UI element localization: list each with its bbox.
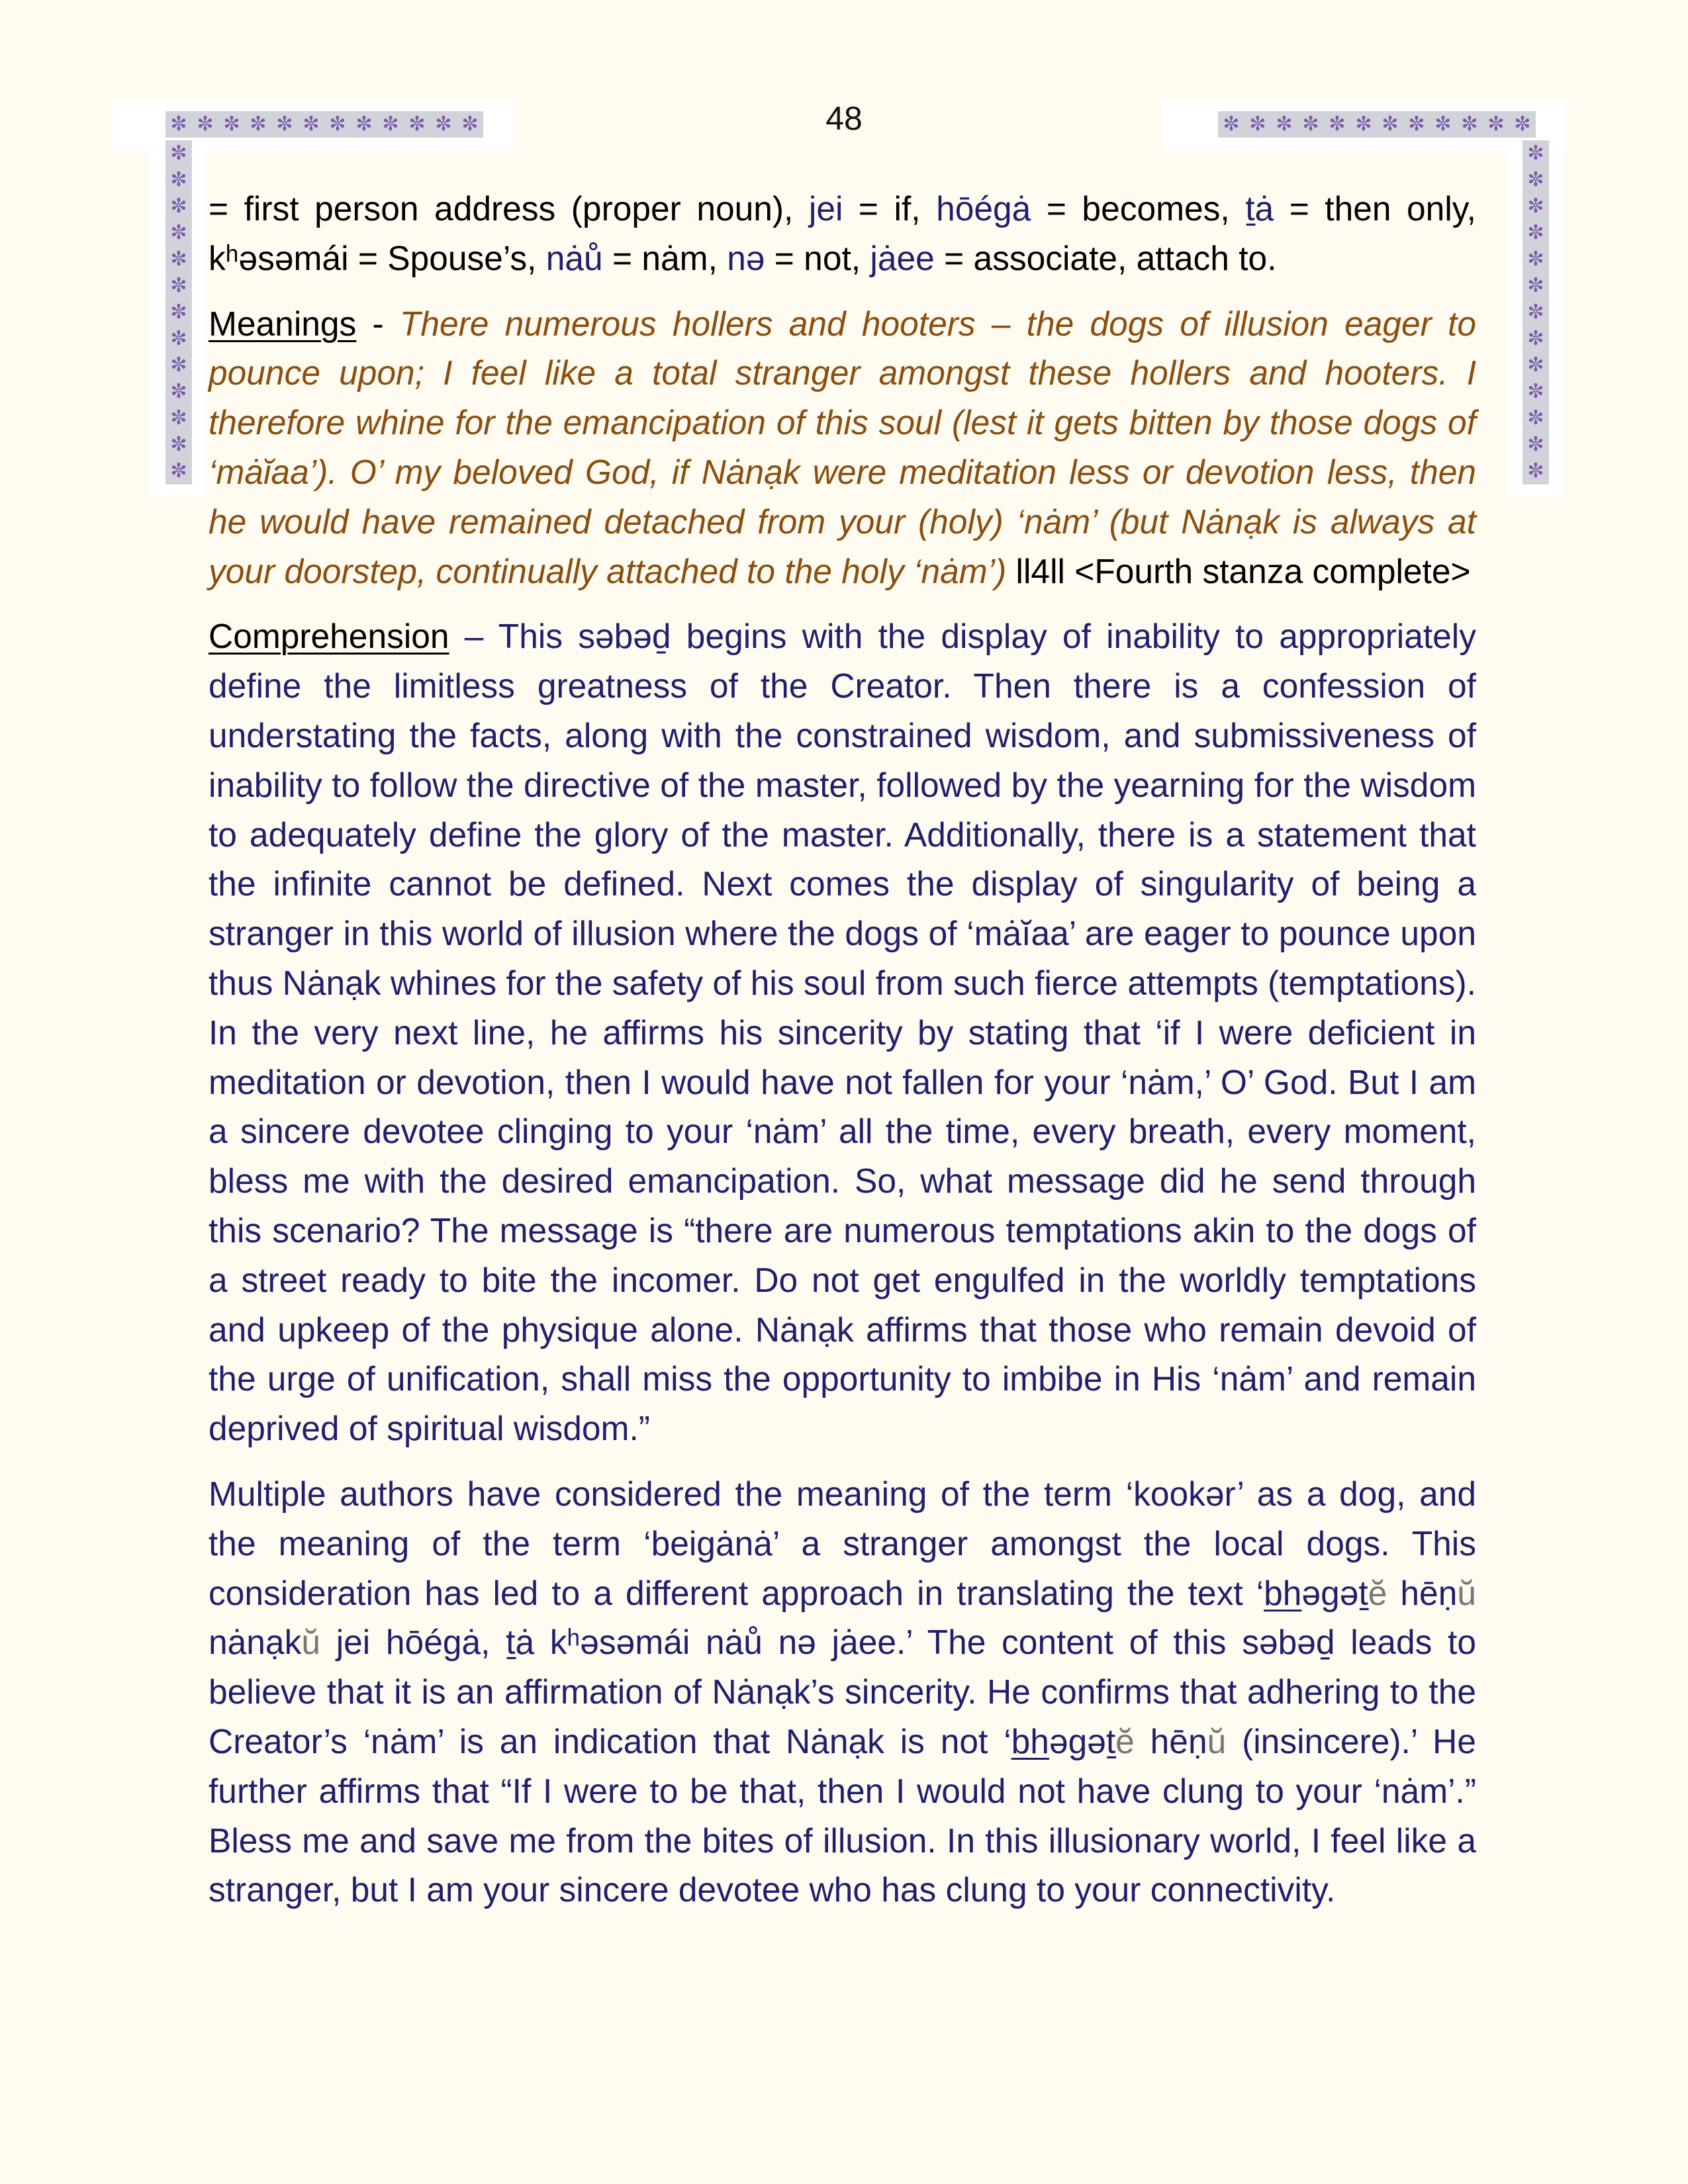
- star-ornament-icon: ✼: [1249, 113, 1266, 136]
- star-ornament-icon: ✼: [276, 113, 293, 136]
- star-ornament-icon: ✼: [1527, 300, 1544, 324]
- star-ornament-icon: ✼: [1487, 113, 1505, 136]
- star-ornament-icon: ✼: [170, 300, 187, 324]
- star-ornament-icon: ✼: [1302, 113, 1319, 136]
- star-ornament-icon: ✼: [170, 274, 187, 297]
- star-ornament-icon: ✼: [1527, 380, 1544, 403]
- page-body: [209, 184, 1476, 1931]
- star-ornament-icon: ✼: [1527, 459, 1544, 482]
- star-ornament-icon: ✼: [170, 380, 187, 403]
- star-ornament-icon: ✼: [1527, 221, 1544, 244]
- star-ornament-icon: ✼: [1527, 274, 1544, 297]
- star-ornament-icon: ✼: [461, 113, 479, 136]
- star-ornament-icon: ✼: [1514, 113, 1531, 136]
- star-ornament-icon: ✼: [170, 195, 187, 218]
- comprehension-text: – This səbəḏ begins with the display of inability to appropriately define the limitless greatness of the Creator. Then there is a confession of understating the facts, along with the constrained wisdom, and submissiveness of inability to follow the directive of the master, followed by the yearning for the wisdom to adequately define the glory of the master. Additionally, there is a statement that the infinite cannot be defined. Next comes the display of singularity of being a stranger in this world of illusion where the dogs of ‘mȧĭaa’ are eager to pounce upon thus Nȧnạk whines for the safety of his soul from such fierce attempts (temptations). In the very next line, he affirms his sincerity by stating that ‘if I were deficient in meditation or devotion, then I would have not fallen for your ‘nȧm,’ O’ God. But I am a sincere devotee clinging to your ‘nȧm’ all the time, every breath, every moment, bless me with the desired emancipation. So, what message did he send through this scenario? The message is “there are numerous temptations akin to the dogs of a street ready to bite the incomer. Do not get engulfed in the worldly temptations and upkeep of the physique alone. Nȧnạk affirms that those who remain devoid of the urge of unification, shall miss the opportunity to imbibe in His ‘nȧm’ and remain deprived of spiritual wisdom.”: [209, 617, 1476, 1448]
- page-number: 48: [825, 100, 863, 137]
- star-ornament-icon: ✼: [408, 113, 426, 136]
- star-ornament-icon: ✼: [1382, 113, 1399, 136]
- star-ornament-icon: ✼: [1527, 433, 1544, 456]
- meanings-text: There numerous hollers and hooters – the dogs of illusion eager to pounce upon; I feel like a total stranger amongst these hollers and hooters. I therefore whine for the emancipation of this soul (lest it gets bitten by those dogs of ‘mȧĭaa’). O’ my beloved God, if Nȧnạk were meditation less or devotion less, then he would have remained detached from your (holy) ‘nȧm’ (but Nȧnạk is always at your doorstep, continually attached to the holy ‘nȧm’): [209, 304, 1476, 590]
- star-ornament-icon: ✼: [1527, 406, 1544, 430]
- star-ornament-icon: ✼: [1527, 353, 1544, 377]
- star-border-top-left: [165, 111, 483, 138]
- star-border-top-right: [1218, 111, 1536, 138]
- meanings-label: Meanings: [209, 304, 357, 343]
- star-ornament-icon: ✼: [303, 113, 320, 136]
- star-ornament-icon: ✼: [435, 113, 452, 136]
- star-ornament-icon: ✼: [170, 406, 187, 430]
- star-ornament-icon: ✼: [1527, 195, 1544, 218]
- star-ornament-icon: ✼: [1355, 113, 1372, 136]
- star-ornament-icon: ✼: [170, 327, 187, 350]
- star-ornament-icon: ✼: [170, 221, 187, 244]
- star-ornament-icon: ✼: [170, 248, 187, 271]
- meanings-paragraph: Meanings - There numerous hollers and hooters – the dogs of illusion eager to pounce upon; I feel like a total stranger amongst these hollers and hooters. I therefore whine for the emancipation of this soul (lest it gets bitten by those dogs of ‘mȧĭaa’). O’ my beloved God, if Nȧnạk were meditation less or devotion less, then he would have remained detached from your (holy) ‘nȧm’ (but Nȧnạk is always at your doorstep, continually attached to the holy ‘nȧm’) ll4ll <Fourth stanza complete>: [209, 304, 1476, 590]
- star-ornament-icon: ✼: [170, 113, 187, 136]
- star-ornament-icon: ✼: [1434, 113, 1452, 136]
- star-ornament-icon: ✼: [1223, 113, 1240, 136]
- star-ornament-icon: ✼: [170, 168, 187, 191]
- star-ornament-icon: ✼: [355, 113, 373, 136]
- star-ornament-icon: ✼: [1329, 113, 1346, 136]
- star-border-right: [1523, 140, 1549, 484]
- star-ornament-icon: ✼: [250, 113, 267, 136]
- star-ornament-icon: ✼: [197, 113, 214, 136]
- star-ornament-icon: ✼: [170, 353, 187, 377]
- star-ornament-icon: ✼: [170, 433, 187, 456]
- star-ornament-icon: ✼: [1461, 113, 1478, 136]
- star-ornament-icon: ✼: [1408, 113, 1425, 136]
- star-ornament-icon: ✼: [170, 142, 187, 165]
- comprehension-label: Comprehension: [209, 617, 449, 656]
- glossary-paragraph: = first person address (proper noun), jei = if, hōégȧ = becomes, ṯȧ = then only, kʰəsəmái = Spouse’s, nȧů = nȧm, nə = not, jȧee = associate, attach to.: [209, 189, 1476, 277]
- star-ornament-icon: ✼: [1527, 248, 1544, 271]
- stanza-end: ll4ll <Fourth stanza complete>: [1006, 551, 1471, 590]
- star-ornament-icon: ✼: [382, 113, 399, 136]
- comprehension-paragraph: [209, 612, 1476, 1453]
- star-ornament-icon: ✼: [1276, 113, 1293, 136]
- star-ornament-icon: ✼: [1527, 327, 1544, 350]
- star-ornament-icon: ✼: [170, 459, 187, 482]
- star-ornament-icon: ✼: [223, 113, 240, 136]
- star-ornament-icon: ✼: [329, 113, 346, 136]
- authors-paragraph: Multiple authors have considered the meaning of the term ‘kookər’ as a dog, and the meaning of the term ‘beigȧnȧ’ a stranger amongst the local dogs. This consideration has led to a different approach in translating the text ‘bhəgəṯĕ hēṇŭ nȧnạkŭ jei hōégȧ, ṯȧ kʰəsəmái nȧů nə jȧee.’ The content of this səbəḏ leads to believe that it is an affirmation of Nȧnạk’s sincerity. He confirms that adhering to the Creator’s ‘nȧm’ is an indication that Nȧnạk is not ‘bhəgəṯĕ hēṇŭ (insincere).’ He further affirms that “If I were to be that, then I would not have clung to your ‘nȧm’.” Bless me and save me from the bites of illusion. In this illusionary world, I feel like a stranger, but I am your sincere devotee who has clung to your connectivity.: [209, 1474, 1477, 1909]
- star-ornament-icon: ✼: [1527, 142, 1544, 165]
- star-border-left: [165, 140, 192, 484]
- star-ornament-icon: ✼: [1527, 168, 1544, 191]
